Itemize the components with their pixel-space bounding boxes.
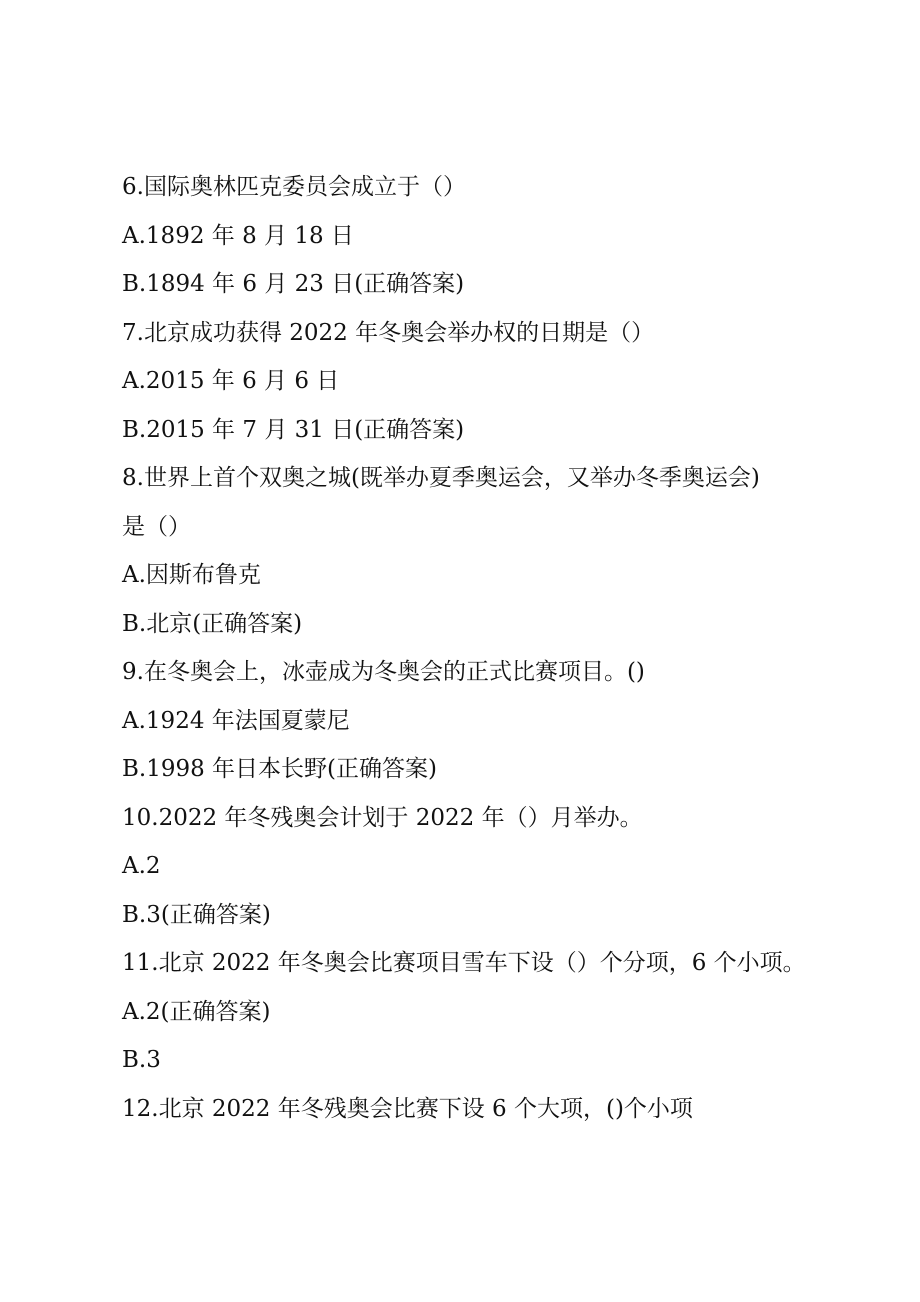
question-9-option-b: B.1998 年日本长野(正确答案) [122, 756, 438, 782]
question-6-option-b: B.1894 年 6 月 23 日(正确答案) [122, 271, 465, 297]
question-8-option-b: B.北京(正确答案) [122, 610, 303, 637]
question-7-option-b: B.2015 年 7 月 31 日(正确答案) [122, 416, 465, 443]
question-8: 8.世界上首个双奥之城(既举办夏季奥运会，又举办冬季奥运会) [122, 465, 760, 491]
question-10-option-a: A.2 [122, 853, 161, 879]
question-8-continued: 是（） [122, 513, 191, 540]
question-10: 10.2022 年冬残奥会计划于 2022 年（）月举办。 [122, 804, 643, 831]
question-11-option-a: A.2(正确答案) [122, 998, 271, 1025]
question-9: 9.在冬奥会上，冰壶成为冬奥会的正式比赛项目。() [122, 659, 645, 685]
question-8-option-a: A.因斯布鲁克 [122, 562, 261, 588]
question-12: 12.北京 2022 年冬残奥会比赛下设 6 个大项，()个小项 [122, 1095, 693, 1122]
question-11-option-b: B.3 [122, 1047, 161, 1073]
question-10-option-b: B.3(正确答案) [122, 901, 271, 928]
question-7-option-a: A.2015 年 6 月 6 日 [122, 368, 340, 394]
question-6: 6.国际奥林匹克委员会成立于（） [122, 174, 466, 200]
question-7: 7.北京成功获得 2022 年冬奥会举办权的日期是（） [122, 319, 655, 346]
question-list [122, 163, 842, 1133]
question-11: 11.北京 2022 年冬奥会比赛项目雪车下设（）个分项，6 个小项。 [122, 950, 806, 976]
question-6-option-a: A.1892 年 8 月 18 日 [122, 222, 354, 249]
question-9-option-a: A.1924 年法国夏蒙尼 [122, 707, 350, 734]
